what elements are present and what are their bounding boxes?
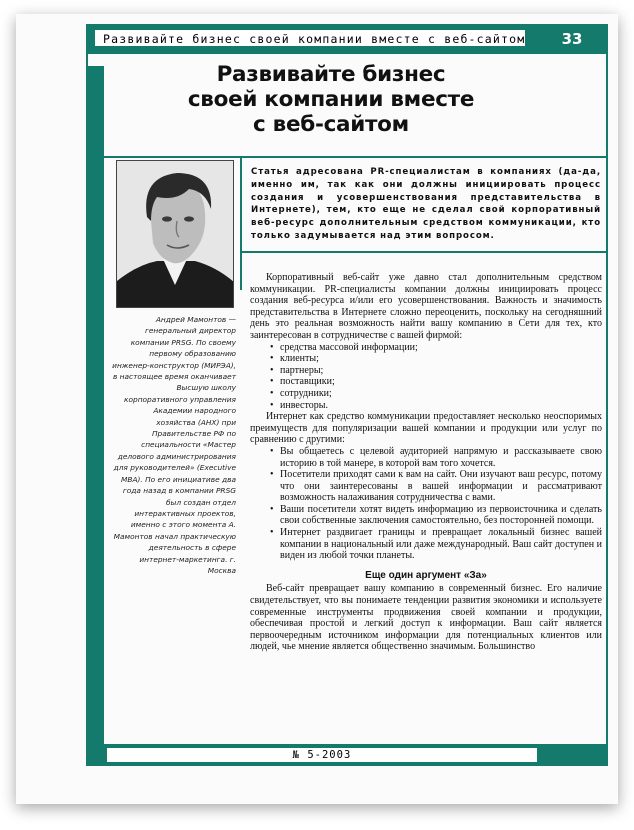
title-line-3: с веб-сайтом (253, 112, 409, 137)
lead-divider (240, 251, 608, 253)
page-number: 33 (561, 30, 583, 48)
portrait-image (117, 161, 234, 308)
running-title: Развивайте бизнес своей компании вместе с веб-сайтом (94, 29, 526, 48)
title-line-1: Развивайте бизнес (216, 62, 446, 87)
paragraph-1: Корпоративный веб-сайт уже давно стал дополнительным средством коммуникации. PR-специалисты компании должны инициировать процесс создания веб-ресурса и/или его усовершенствования. Важность и значимость представительства в Интернете сложно переоценить, поскольку на сегодняшний день это реальная возможность найти вашу компанию в Сети для тех, кто заинтересован в сотрудничестве с вашей фирмой: (250, 272, 602, 341)
list-item: • Вы общаетесь с целевой аудиторией напрямую и рассказываете свою историю в той манере, в которой вам того хочется. (250, 446, 602, 469)
article-body (250, 272, 602, 653)
audience-list (250, 342, 602, 412)
list-item: • Интернет раздвигает границы и превращает локальный бизнес вашей компании в национальный или даже международный. Ваш сайт доступен и виден из любой точки планеты. (250, 527, 602, 562)
list-item: • Посетители приходят сами к вам на сайт. Они изучают ваш ресурс, потому что они заинтересованы в вашей информации и рассматривают возможность налаживания сотрудничества с вами. (250, 469, 602, 504)
title-divider (86, 156, 608, 158)
advantages-list (250, 446, 602, 562)
list-item: • клиенты; (250, 353, 602, 365)
list-item: • сотрудники; (250, 388, 602, 400)
magazine-page (16, 14, 618, 804)
subheading: Еще один аргумент «За» (365, 569, 487, 581)
photo-column-divider (240, 158, 242, 290)
author-caption: Андрей Мамонтов — генеральный директор компании PRSG. По своему первому образованию инженер-конструктор (МИРЭА), в настоящее время оканчивает Высшую школу корпоративного управления Академии народного хозяйства (АНХ) при Правительстве РФ по специальности «Мастер делового администрирования для руководителей» (Executive MBA). По его инициативе два года назад в компании PRSG был создан отдел интерактивных проектов, именно с этого момента А. Мамонтов начал практическую деятельность в сфере интернет-маркетинга. г. Москва (112, 315, 236, 575)
issue-number: № 5-2003 (106, 747, 538, 763)
paragraph-3: Веб-сайт превращает вашу компанию в современный бизнес. Его наличие свидетельствует, что вы понимаете тенденции развития экономики и используете современные инструменты продвижения своей компании и продукции, обеспечивая простой и легкий доступ к информации. Ваш сайт является первоочередным источником информации для потенциальных клиентов или людей, чье мнение является общественно значимым. Большинство (250, 583, 602, 653)
list-item: • партнеры; (250, 365, 602, 377)
list-item: • Ваши посетители хотят видеть информацию из первоисточника и сделать свои собственные заключения самостоятельно, без посторонней помощи. (250, 504, 602, 527)
title-line-2: своей компании вместе (187, 87, 475, 112)
list-item: • средства массовой информации; (250, 342, 602, 354)
article-title (111, 62, 551, 137)
paragraph-2: Интернет как средство коммуникации предоставляет несколько неоспоримых преимуществ для популяризации вашей компании и продукции или услуг по сравнению с другими: (250, 411, 602, 446)
author-photo (116, 160, 234, 308)
list-item: • поставщики; (250, 376, 602, 388)
article-lead: Статья адресована PR-специалистам в компаниях (да-да, именно им, так как они должны инициировать процесс создания и усовершенствования представительства в Интернете), тем, кто еще не сделал свой корпоративный веб-ресурс дополнительным средством коммуникации, кто только задумывается над этим вопросом. (251, 167, 601, 241)
list-item: • инвесторы. (250, 400, 602, 412)
